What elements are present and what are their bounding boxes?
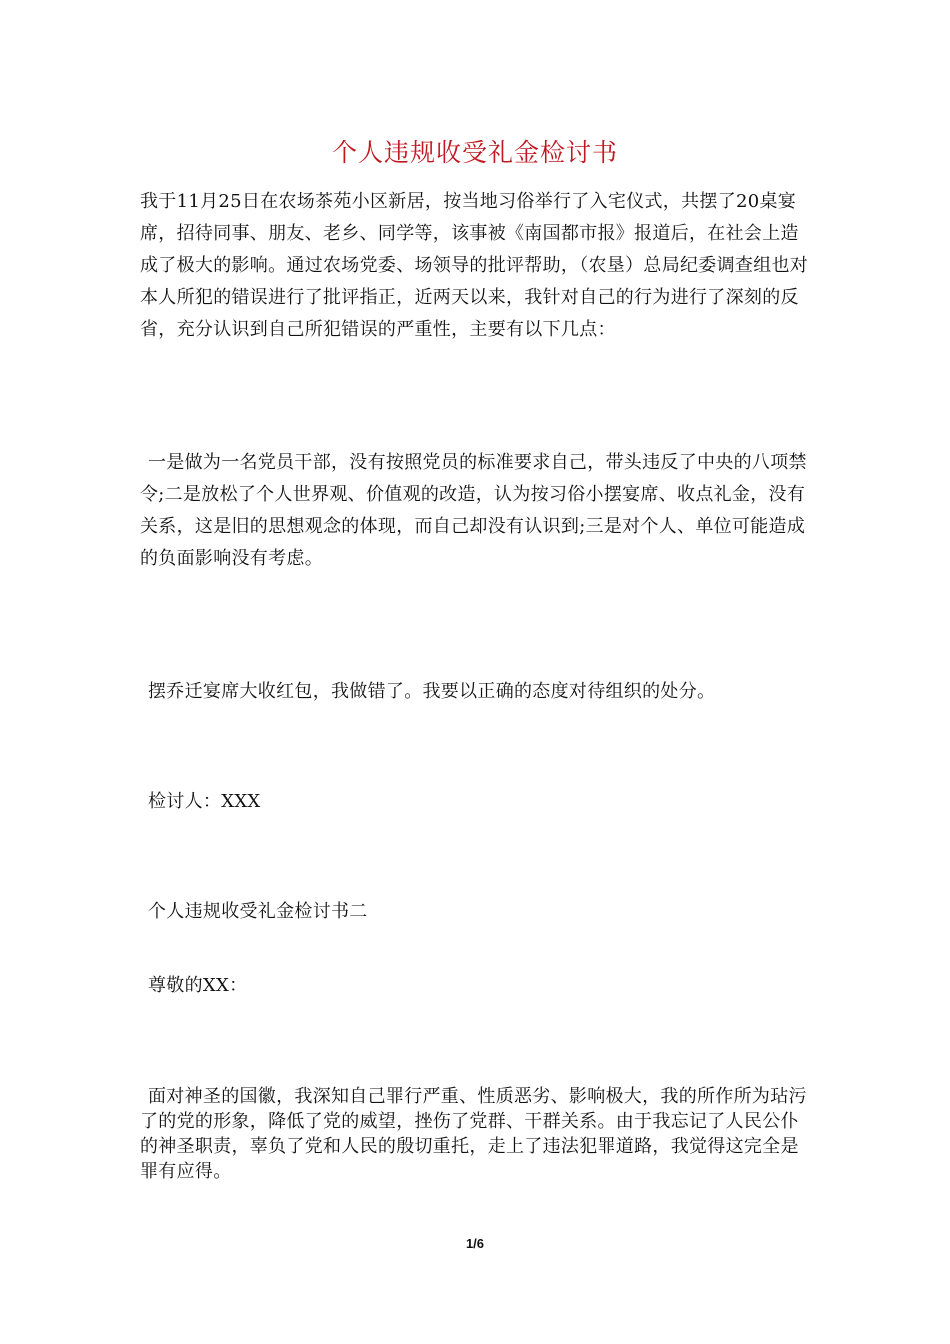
document-title: 个人违规收受礼金检讨书 — [331, 138, 618, 167]
paragraph-apology: 摆乔迁宴席大收红包，我做错了。我要以正确的态度对待组织的处分。 — [148, 681, 716, 702]
paragraph-points: 一是做为一名党员干部，没有按照党员的标准要求自己，带头违反了中央的八项禁令;二是放松了个人世界观、价值观的改造，认为按习俗小摆宴席、收点礼金，没有关系，这是旧的思想观念的体现，而自己却没有认识到;三是对个人、单位可能造成的负面影响没有考虑。 — [140, 452, 807, 569]
salutation: 尊敬的XX： — [148, 975, 248, 996]
page-number: 1/6 — [465, 1236, 485, 1251]
section-title-two: 个人违规收受礼金检讨书二 — [148, 901, 368, 922]
paragraph-intro: 我于11月25日在农场茶苑小区新居，按当地习俗举行了入宅仪式，共摆了20桌宴席，招待同事、朋友、老乡、同学等，该事被《南国都市报》报道后，在社会上造成了极大的影响。通过农场党委、场领导的批评帮助，（农垦）总局纪委调查组也对本人所犯的错误进行了批评指正，近两天以来，我针对自己的行为进行了深刻的反省，充分认识到自己所犯错误的严重性，主要有以下几点： — [140, 191, 809, 340]
paragraph-confession: 面对神圣的国徽，我深知自己罪行严重、性质恶劣、影响极大，我的所作所为玷污了的党的形象，降低了党的威望，挫伤了党群、干群关系。由于我忘记了人民公仆的神圣职责，辜负了党和人民的殷切重托，走上了违法犯罪道路，我觉得这完全是罪有应得。 — [140, 1086, 807, 1182]
signature-line: 检讨人：XXX — [148, 791, 261, 812]
